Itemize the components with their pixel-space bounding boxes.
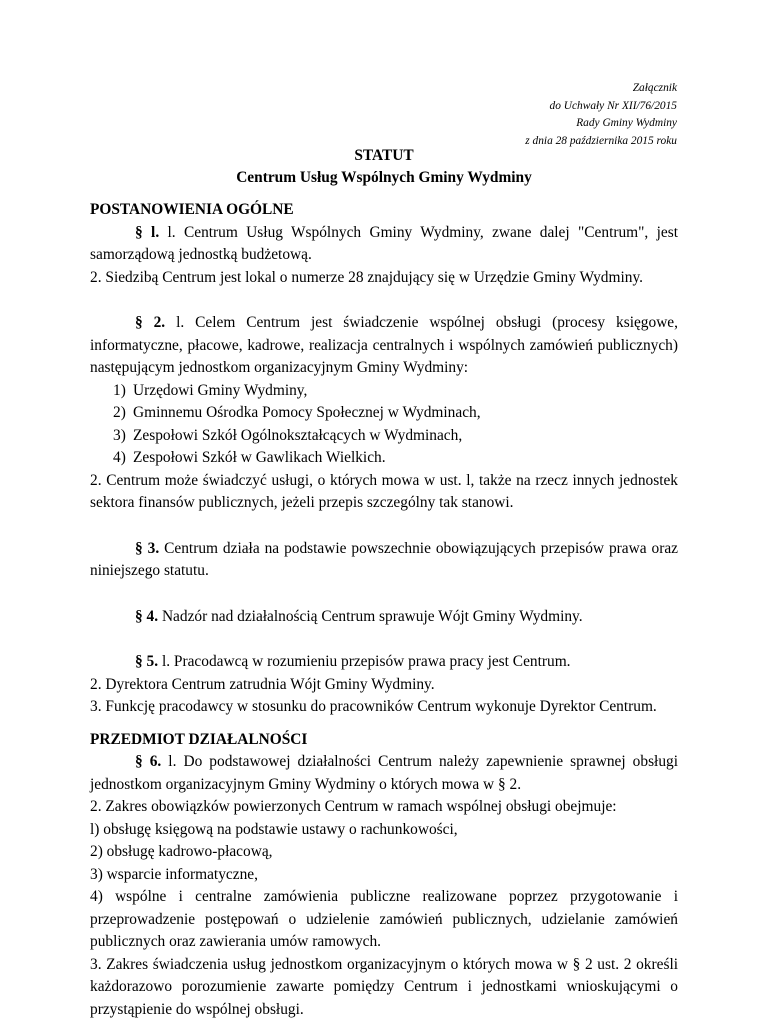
list-item: 1) Urzędowi Gminy Wydminy, <box>90 380 678 403</box>
paragraph-1-point-2: 2. Siedzibą Centrum jest lokal o numerze 28 znajdujący się w Urzędzie Gminy Wydminy. <box>90 267 678 290</box>
paragraph-sign: § 4. <box>135 608 158 625</box>
paragraph-text: l. Do podstawowej działalności Centrum należy zapewnienie sprawnej obsługi jednostkom organizacyjnym Gminy Wydminy o których mowa w § 2. <box>90 753 678 793</box>
document-title <box>0 145 768 189</box>
paragraph-4 <box>90 606 678 629</box>
paragraph-sign: § 5. <box>135 653 158 670</box>
list-item: l) obsługę księgową na podstawie ustawy o rachunkowości, <box>90 819 678 842</box>
paragraph-text: l. Celem Centrum jest świadczenie wspólnej obsługi (procesy księgowe, informatyczne, płacowe, kadrowe, realizacja centralnych i wspólnych zamówień publicznych) następującym jednostkom organizacyjnym Gminy Wydminy: <box>90 314 678 376</box>
units-list <box>90 380 678 470</box>
paragraph-6 <box>90 751 678 796</box>
header-line-date: z dnia 28 października 2015 roku <box>525 133 677 151</box>
paragraph-5-point-3: 3. Funkcję pracodawcy w stosunku do pracowników Centrum wykonuje Dyrektor Centrum. <box>90 696 678 719</box>
header-line-attachment: Załącznik <box>525 80 677 98</box>
list-item: 2) Gminnemu Ośrodka Pomocy Społecznej w Wydminach, <box>90 402 678 425</box>
list-item: 4) wspólne i centralne zamówienia publiczne realizowane poprzez przygotowanie i przeprowadzenie postępowań o udzielenie zamówień publicznych, udzielanie zamówień publicznych oraz zawierania umów ramowych. <box>90 886 678 954</box>
paragraph-text: Centrum działa na podstawie powszechnie obowiązujących przepisów prawa oraz niniejszego statutu. <box>90 540 678 580</box>
list-item: 3) Zespołowi Szkół Ogólnokształcących w Wydminach, <box>90 425 678 448</box>
list-item: 2) obsługę kadrowo-płacową, <box>90 841 678 864</box>
paragraph-2-point-2: 2. Centrum może świadczyć usługi, o których mowa w ust. l, także na rzecz innych jednostek sektora finansów publicznych, jeżeli przepis szczególny tak stanowi. <box>90 470 678 515</box>
paragraph-text: Nadzór nad działalnością Centrum sprawuje Wójt Gminy Wydminy. <box>158 608 583 625</box>
paragraph-sign: § 6. <box>135 753 161 770</box>
paragraph-6-point-3: 3. Zakres świadczenia usług jednostkom organizacyjnym o których mowa w § 2 ust. 2 określi każdorazowo porozumienie zawarte pomiędzy Centrum i jednostkami wnioskującymi o przystąpienie do wspólnej obsługi. <box>90 954 678 1021</box>
paragraph-5-point-2: 2. Dyrektora Centrum zatrudnia Wójt Gminy Wydminy. <box>90 674 678 697</box>
list-item: 4) Zespołowi Szkół w Gawlikach Wielkich. <box>90 447 678 470</box>
paragraph-text: l. Pracodawcą w rozumieniu przepisów prawa pracy jest Centrum. <box>158 653 570 670</box>
title-sub: Centrum Usług Wspólnych Gminy Wydminy <box>0 167 768 189</box>
attachment-header <box>525 80 677 150</box>
header-line-council: Rady Gminy Wydminy <box>525 115 677 133</box>
paragraph-sign: § l. <box>135 224 159 241</box>
paragraph-5 <box>90 651 678 674</box>
paragraph-sign: § 3. <box>135 540 159 557</box>
list-item: 3) wsparcie informatyczne, <box>90 864 678 887</box>
paragraph-sign: § 2. <box>135 314 165 331</box>
paragraph-2 <box>90 312 678 380</box>
paragraph-text: l. Centrum Usług Wspólnych Gminy Wydminy, zwane dalej "Centrum", jest samorządową jednostką budżetową. <box>90 224 678 264</box>
paragraph-6-point-2: 2. Zakres obowiązków powierzonych Centrum w ramach wspólnej obsługi obejmuje: <box>90 796 678 819</box>
paragraph-3 <box>90 538 678 583</box>
section-heading-general: POSTANOWIENIA OGÓLNE <box>90 199 678 222</box>
header-line-resolution: do Uchwały Nr XII/76/2015 <box>525 98 677 116</box>
title-main: STATUT <box>0 145 768 167</box>
document-body <box>90 199 678 1021</box>
section-heading-activity: PRZEDMIOT DZIAŁALNOŚCI <box>90 729 678 752</box>
paragraph-1 <box>90 222 678 267</box>
